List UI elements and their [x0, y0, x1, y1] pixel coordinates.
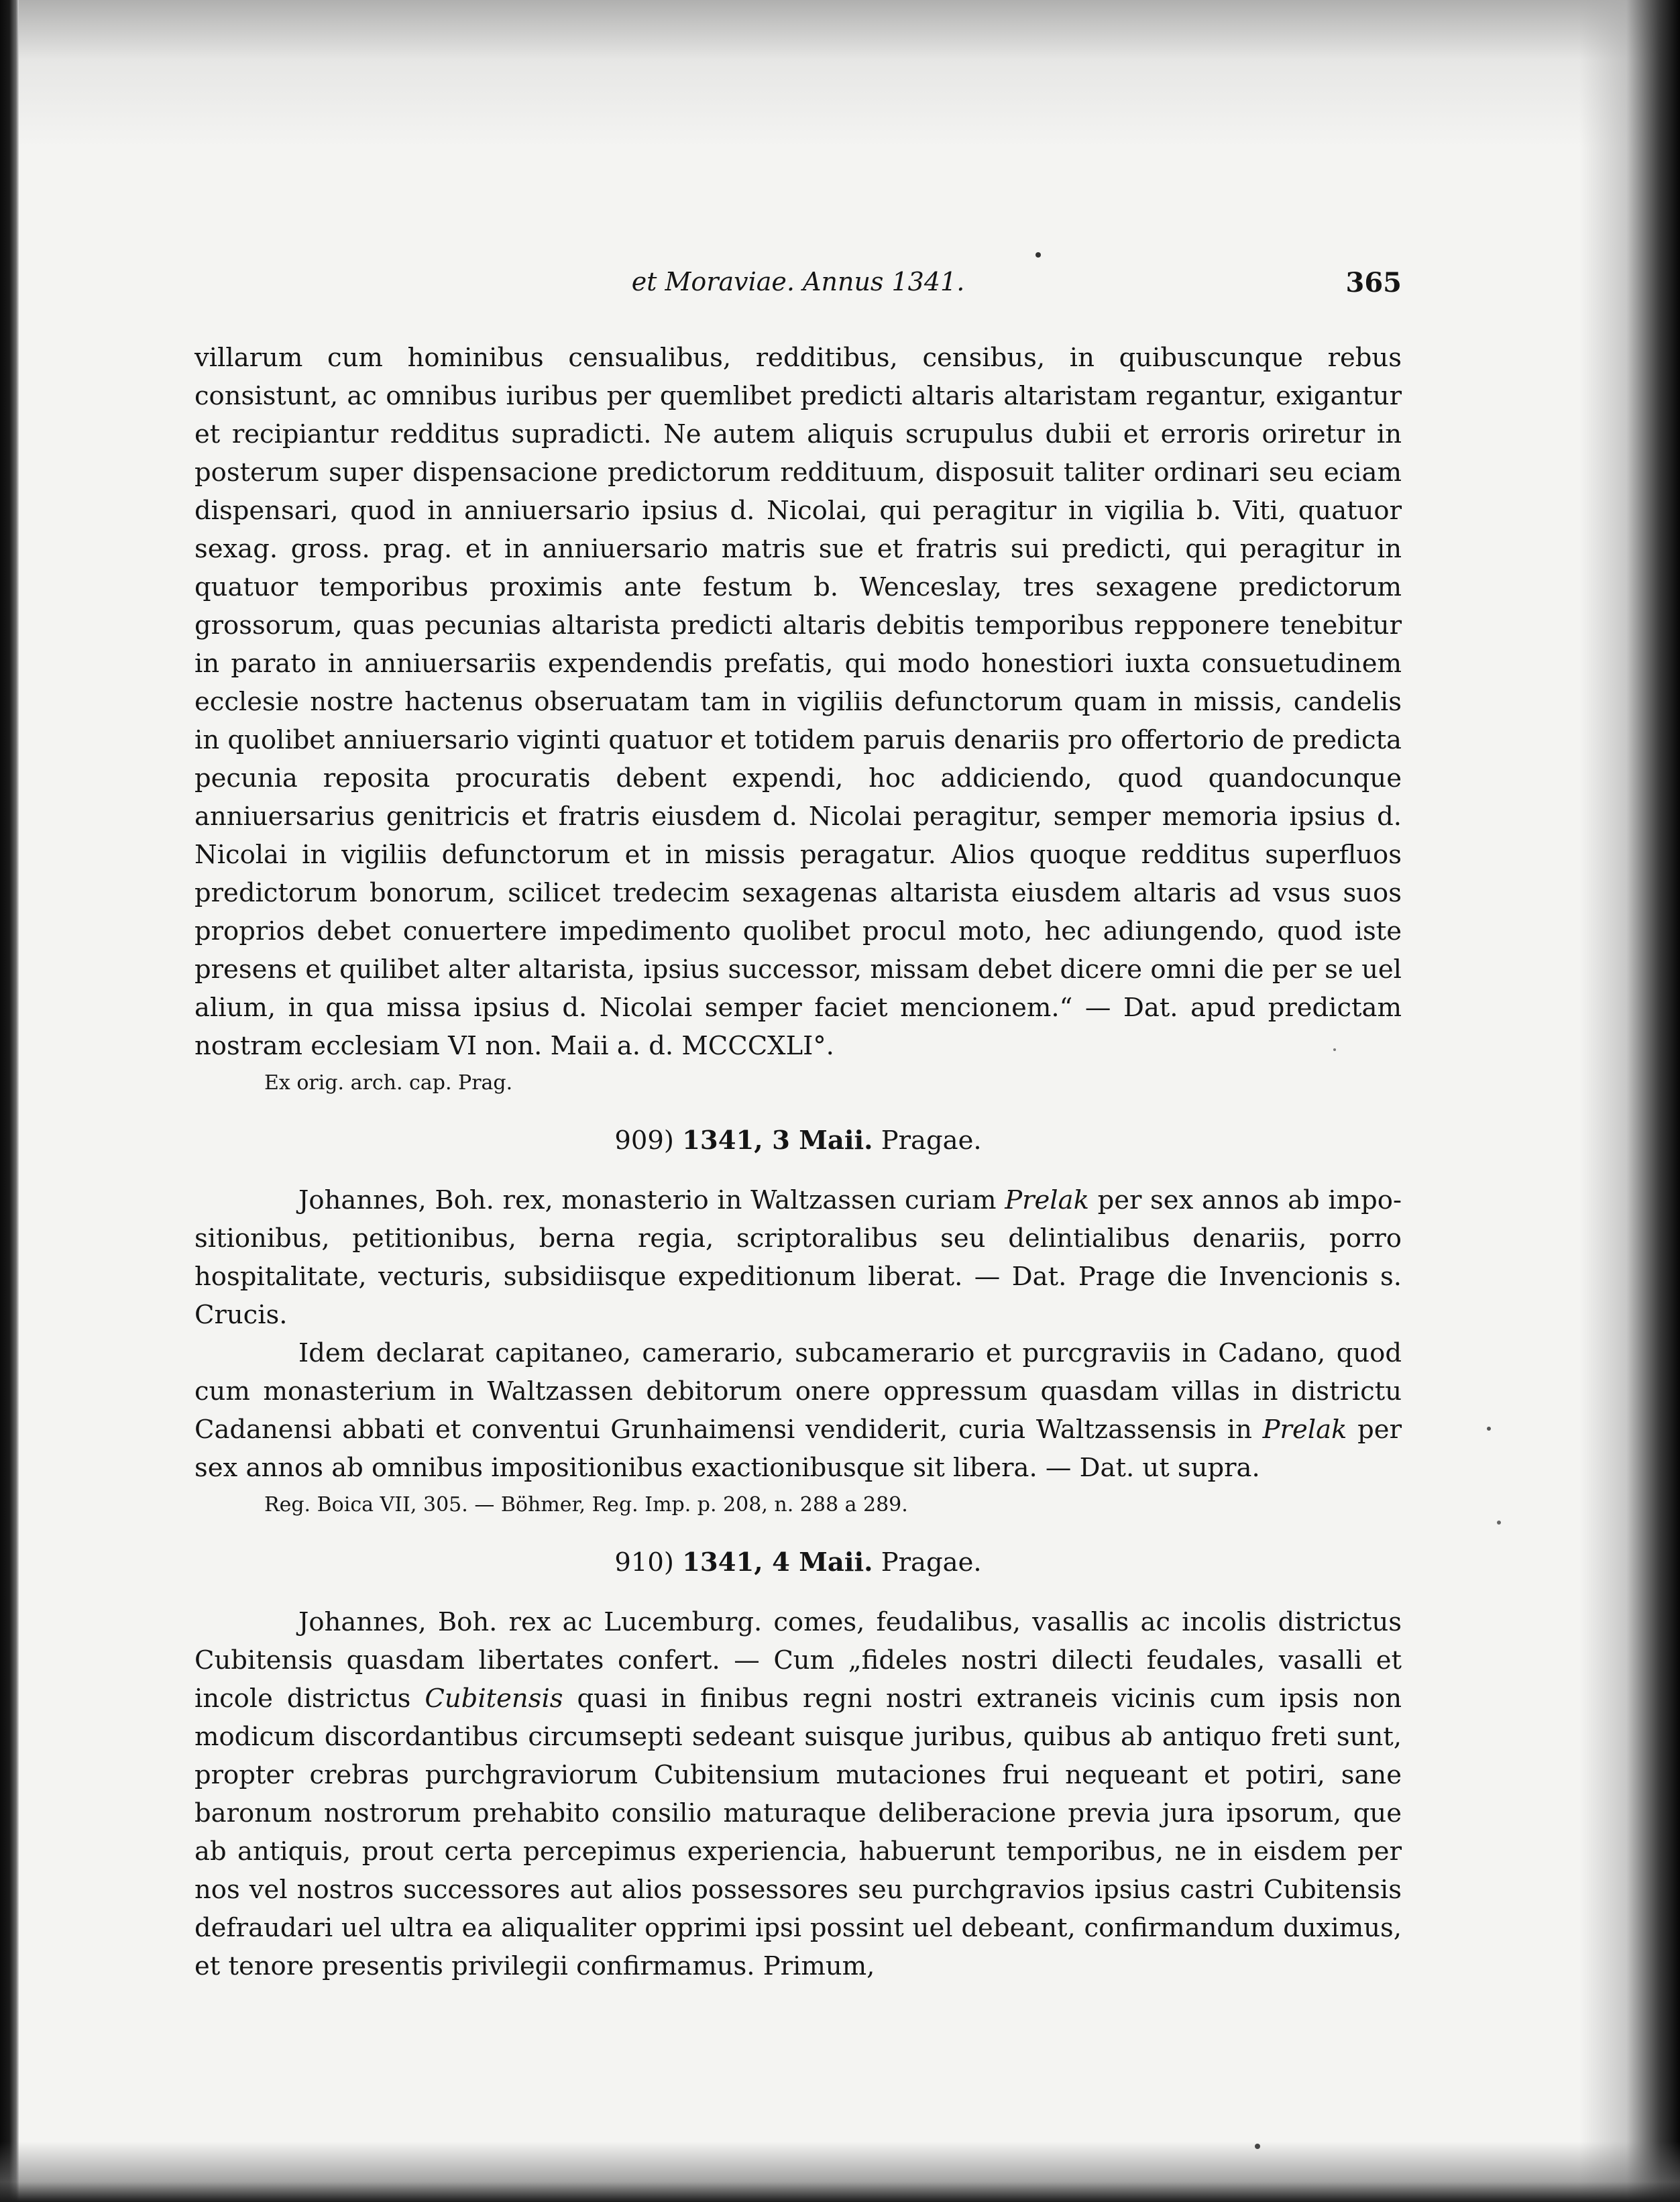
text-run: quasi in finibus regni nostri extraneis vicinis cum ipsis non modicum discordantibus circumsepti sedeant suisque juribus, quibus ab antiquo freti sunt, propter crebras purchgraviorum Cubitensium mutaciones frui nequeant et potiri, sane baronum nostrorum prehabito consilio maturaque deliberacione previa jura ipsorum, que ab antiquis, prout certa percepimus experiencia, habuerunt temporibus, ne in eisdem per nos vel nostros successores aut alios possessores seu purchgravios ipsius castri Cubitensis defraudari uel ultra ea aliqualiter opprimi ipsi possint uel debeant, confirmandum duximus, et tenore presentis privilegii confirmamus. Primum,	[194, 1684, 1402, 1981]
source-note-908: Ex orig. arch. cap. Prag.	[264, 1071, 513, 1095]
continued-paragraph: villarum cum hominibus censualibus, redditibus, censibus, in quibuscunque rebus consistunt, ac omnibus iuribus per quemlibet predicti altaris altaristam regantur, exigantur et recipiantur redditus supradicti. Ne autem aliquis scrupulus dubii et erroris oriretur in posterum super dispensacione predictorum reddituum, disposuit taliter ordinari seu eciam dispensari, quod in anniuersario ipsius d. Nicolai, qui peragitur in vigilia b. Viti, quatuor sexag. gross. prag. et in anniuersario matris sue et fratris sui predicti, qui peragitur in quatuor temporibus proximis ante festum b. Wenceslay, tres sexagene predictorum grossorum, quas pecunias altarista predicti altaris debitis temporibus repponere tenebitur in parato in anniuersariis expendendis prefatis, qui modo honestiori iuxta consuetudinem ecclesie nostre hactenus obseruatam tam in vigiliis defunctorum quam in missis, candelis in quolibet anniuersario viginti quatuor et totidem paruis denariis pro offertorio de predicta pecunia reposita procuratis debent expendi, hoc addiciendo, quod quandocunque anniuersarius genitricis et fratris eiusdem d. Nicolai peragitur, semper memoria ipsius d. Nicolai in vigiliis defunctorum et in missis peragatur. Alios quoque redditus superfluos predictorum bonorum, scilicet tredecim sexagenas altarista eiusdem altaris ad vsus suos proprios debet conuertere impedimento quolibet procul moto, hec adiungendo, quod iste presens et quilibet alter altarista, ipsius successor, missam debet dicere omni die per se uel alium, in qua missa ipsius d. Nicolai semper faciet mencionem.“ — Dat. apud predictam nostram ecclesiam VI non. Maii a. d. MCCCXLI°.	[194, 343, 1402, 1061]
text-run: per sex annos ab impositionibus, petitionibus, berna regia, scriptoralibus seu delintialibus denariis, porro hospitalitate, vecturis, subsidiisque expeditionum liberat. — Dat. Prage die Invencionis s. Crucis.	[194, 1185, 1402, 1330]
place-name: Prelak	[1005, 1185, 1089, 1215]
text-run: Johannes, Boh. rex ac Lucemburg. comes, feudalibus, vasallis ac incolis districtus Cubitensis quasdam libertates confert. — Cum „fideles nostri dilecti feudales, vasalli et incole districtus	[194, 1607, 1402, 1714]
text-run: per sex annos ab omnibus impositionibus exactionibusque sit libera. — Dat. ut supra.	[194, 1415, 1402, 1483]
place-name: Prelak	[1262, 1415, 1347, 1445]
entry-place: Pragae.	[881, 1547, 982, 1578]
place-name: Cubitensis	[425, 1684, 563, 1714]
source-note-909: Reg. Boica VII, 305. — Böhmer, Reg. Imp. p. 208, n. 288 a 289.	[264, 1493, 908, 1517]
running-title: et Moraviae. Annus 1341.	[631, 267, 965, 296]
entry-number: 909)	[614, 1125, 674, 1156]
text-run: Johannes, Boh. rex, monasterio in Waltzassen curiam	[298, 1185, 1005, 1215]
text-run: Idem declarat capitaneo, camerario, subcamerario et purcgraviis in Cadano, quod cum monasterium in Waltzassen debitorum onere oppressum quasdam villas in districtu Cadanensi abbati et conventui Grunhaimensi vendiderit, curia Waltzassensis in	[194, 1338, 1402, 1445]
entry-place: Pragae.	[881, 1125, 982, 1156]
entry-number: 910)	[614, 1547, 674, 1578]
entry-date: 1341, 3 Maii.	[682, 1125, 873, 1156]
entry-date: 1341, 4 Maii.	[682, 1547, 873, 1578]
page-number: 365	[1345, 267, 1402, 298]
